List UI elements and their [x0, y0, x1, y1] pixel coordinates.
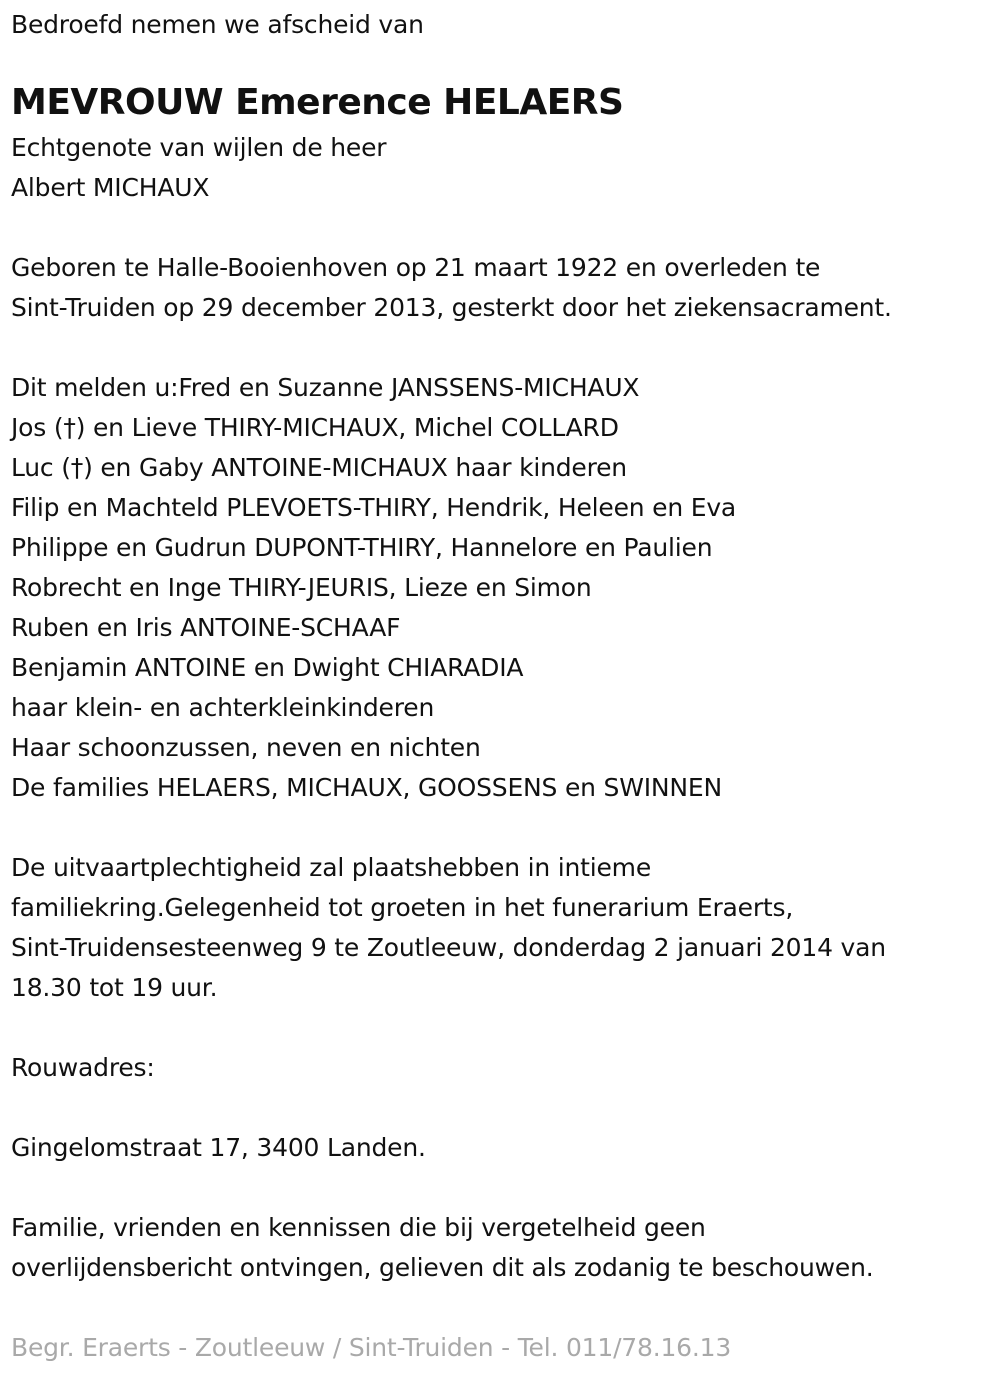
spacer [11, 1288, 991, 1328]
address-label: Rouwadres: [11, 1053, 155, 1082]
family-line: Benjamin ANTOINE en Dwight CHIARADIA [11, 653, 524, 682]
family-line: Ruben en Iris ANTOINE-SCHAAF [11, 613, 401, 642]
deceased-name: MEVROUW Emerence HELAERS [11, 82, 624, 123]
notice-line: overlijdensbericht ontvingen, gelieven dit als zodanig te beschouwen. [11, 1253, 874, 1282]
family-line: Luc (†) en Gaby ANTOINE-MICHAUX haar kinderen [11, 453, 627, 482]
birth-death-line: Sint-Truiden op 29 december 2013, gesterkt door het ziekensacrament. [11, 293, 892, 322]
spacer [11, 1008, 991, 1048]
spacer [11, 328, 991, 368]
spouse-name: Albert MICHAUX [11, 173, 210, 202]
family-line: haar klein- en achterkleinkinderen [11, 693, 435, 722]
address: Gingelomstraat 17, 3400 Landen. [11, 1133, 426, 1162]
ceremony-line: 18.30 tot 19 uur. [11, 973, 218, 1002]
birth-death-line: Geboren te Halle-Booienhoven op 21 maart 1922 en overleden te [11, 253, 821, 282]
spacer [11, 1168, 991, 1208]
ceremony-line: familiekring.Gelegenheid tot groeten in het funerarium Eraerts, [11, 893, 794, 922]
spacer [11, 808, 991, 848]
ceremony-line: De uitvaartplechtigheid zal plaatshebben in intieme [11, 853, 652, 882]
family-line: De families HELAERS, MICHAUX, GOOSSENS en SWINNEN [11, 773, 723, 802]
intro-text: Bedroefd nemen we afscheid van [11, 10, 424, 39]
obituary-notice [11, 0, 991, 1368]
spouse-line: Echtgenote van wijlen de heer [11, 133, 387, 162]
family-line: Jos (†) en Lieve THIRY-MICHAUX, Michel COLLARD [11, 413, 619, 442]
family-line: Haar schoonzussen, neven en nichten [11, 733, 481, 762]
spacer [11, 1088, 991, 1128]
funeral-home-footer: Begr. Eraerts - Zoutleeuw / Sint-Truiden - Tel. 011/78.16.13 [11, 1333, 732, 1362]
family-line: Robrecht en Inge THIRY-JEURIS, Lieze en Simon [11, 573, 592, 602]
spacer [11, 208, 991, 248]
notice-line: Familie, vrienden en kennissen die bij vergetelheid geen [11, 1213, 706, 1242]
ceremony-line: Sint-Truidensesteenweg 9 te Zoutleeuw, donderdag 2 januari 2014 van [11, 933, 886, 962]
family-line: Philippe en Gudrun DUPONT-THIRY, Hannelore en Paulien [11, 533, 713, 562]
family-line: Dit melden u:Fred en Suzanne JANSSENS-MICHAUX [11, 373, 640, 402]
family-line: Filip en Machteld PLEVOETS-THIRY, Hendrik, Heleen en Eva [11, 493, 737, 522]
